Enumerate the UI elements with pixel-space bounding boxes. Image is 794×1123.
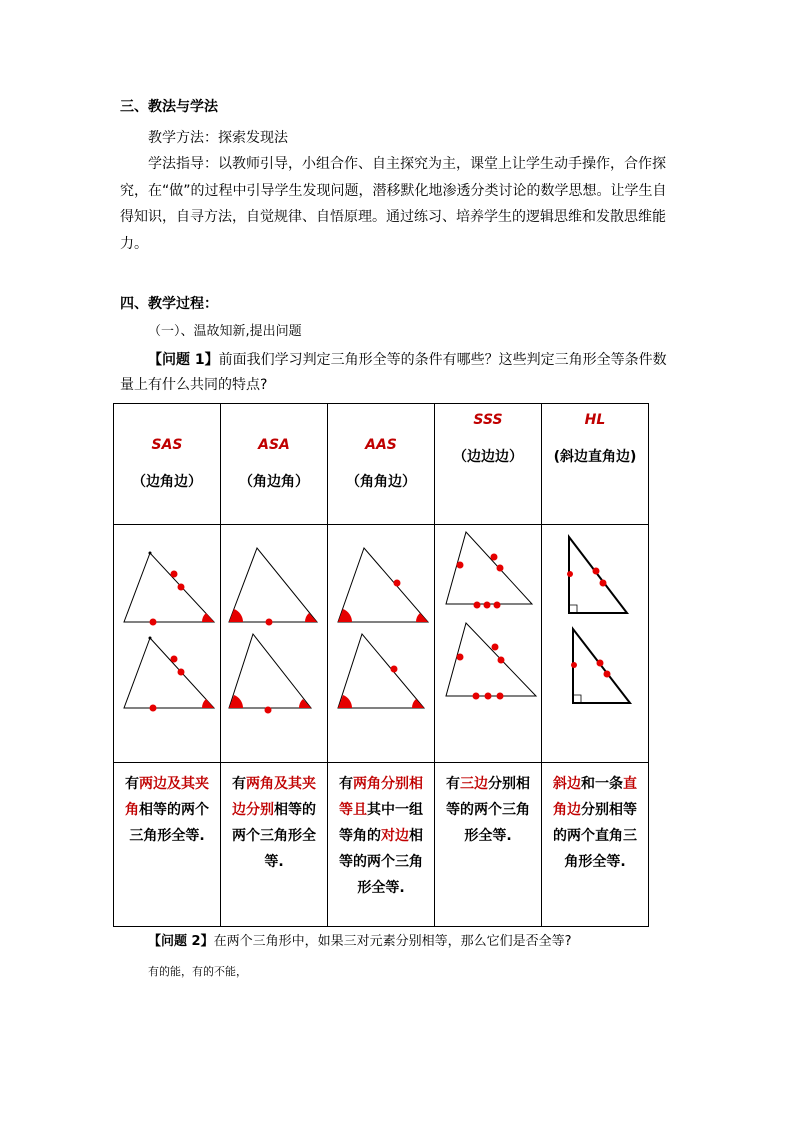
sas-triangles: [114, 525, 220, 758]
name-asa: （角边角）: [239, 474, 309, 490]
sss-triangles: [435, 525, 541, 758]
desc-sas-part: 相等的两个三角形全等.: [129, 802, 209, 844]
name-sas: （边角边）: [132, 474, 202, 490]
figure-asa: [221, 525, 328, 763]
desc-asa-part: 相等的两个三角形全等.: [232, 802, 316, 870]
figure-sas: [114, 525, 221, 763]
desc-sas-part: 有: [125, 776, 139, 792]
learning-guidance: 学法指导：以教师引导，小组合作、自主探究为主，课堂上让学生动手操作，合作探究，在“做”的过程中引导学生发现问题，潜移默化地渗透分类讨论的数学思想。让学生自得知识，自寻方法，自觉规律、自悟原理。通过练习、培养学生的逻辑思维和发散思维能力。: [120, 156, 667, 252]
question-2-answer: 有的能，有的不能，: [148, 965, 247, 978]
header-sas: [114, 404, 221, 525]
desc-asa: [221, 763, 328, 927]
section4-heading: 四、教学过程：: [120, 296, 218, 312]
header-hl: [542, 404, 649, 525]
desc-sas: [114, 763, 221, 927]
teaching-method: 教学方法：探索发现法: [148, 130, 288, 146]
desc-asa-part: 有: [232, 776, 246, 792]
figure-sss: [435, 525, 542, 763]
desc-aas-part: 相等的两个三角形全等.: [339, 828, 423, 896]
figure-hl: [542, 525, 649, 763]
congruence-table: [113, 403, 649, 927]
question-1-cont: 量上有什么共同的特点?: [120, 377, 268, 393]
desc-aas-part: 其中一组等角的: [339, 802, 423, 844]
desc-hl-part: 斜边: [553, 776, 581, 792]
abbr-sss: SSS: [473, 412, 503, 428]
abbr-sas: SAS: [151, 437, 183, 453]
question-2: [148, 932, 571, 952]
desc-hl-part: 和一条: [581, 776, 623, 792]
abbr-hl: HL: [584, 412, 606, 428]
desc-hl-part: 直角边: [553, 776, 637, 818]
desc-sss-part: 有: [446, 776, 460, 792]
name-sss: （边边边）: [453, 449, 523, 465]
desc-sss-part: 分别相等的两个三角形全等.: [446, 776, 530, 844]
header-sss: [435, 404, 542, 525]
desc-aas: [328, 763, 435, 927]
desc-sss: [435, 763, 542, 927]
desc-asa-part: 两角及其夹边分别: [232, 776, 316, 818]
question-1: [148, 350, 667, 370]
desc-aas-part: 对边: [381, 828, 409, 844]
desc-hl-text: [542, 771, 648, 875]
desc-aas-part: 有: [339, 776, 353, 792]
question-1-tag: 【问题 1】: [148, 352, 219, 368]
asa-triangles: [221, 525, 327, 758]
desc-sas-text: [114, 771, 220, 849]
subsection-1: （一）、温故知新,提出问题: [148, 324, 302, 339]
desc-asa-text: [221, 771, 327, 875]
desc-hl-part: 分别相等的两个直角三角形全等.: [553, 802, 637, 870]
abbr-asa: ASA: [258, 437, 290, 453]
question-2-text: 在两个三角形中，如果三对元素分别相等，那么它们是否全等?: [213, 934, 572, 949]
question-1-text: 前面我们学习判定三角形全等的条件有哪些？这些判定三角形全等条件数: [218, 352, 667, 368]
header-asa: [221, 404, 328, 525]
desc-aas-text: [328, 771, 434, 901]
abbr-aas: AAS: [365, 437, 397, 453]
desc-sss-text: [435, 771, 541, 849]
desc-hl: [542, 763, 649, 927]
section3-heading: 三、教法与学法: [120, 99, 218, 115]
desc-sss-part: 三边: [460, 776, 488, 792]
name-aas: （角角边）: [346, 474, 416, 490]
desc-aas-part: 两角分别相等且: [339, 776, 423, 818]
question-2-tag: 【问题 2】: [148, 934, 214, 949]
aas-triangles: [328, 525, 434, 758]
name-hl: (斜边直角边): [553, 449, 637, 465]
figure-aas: [328, 525, 435, 763]
header-aas: [328, 404, 435, 525]
hl-triangles: [542, 525, 648, 758]
desc-sas-part: 两边及其夹角: [125, 776, 209, 818]
